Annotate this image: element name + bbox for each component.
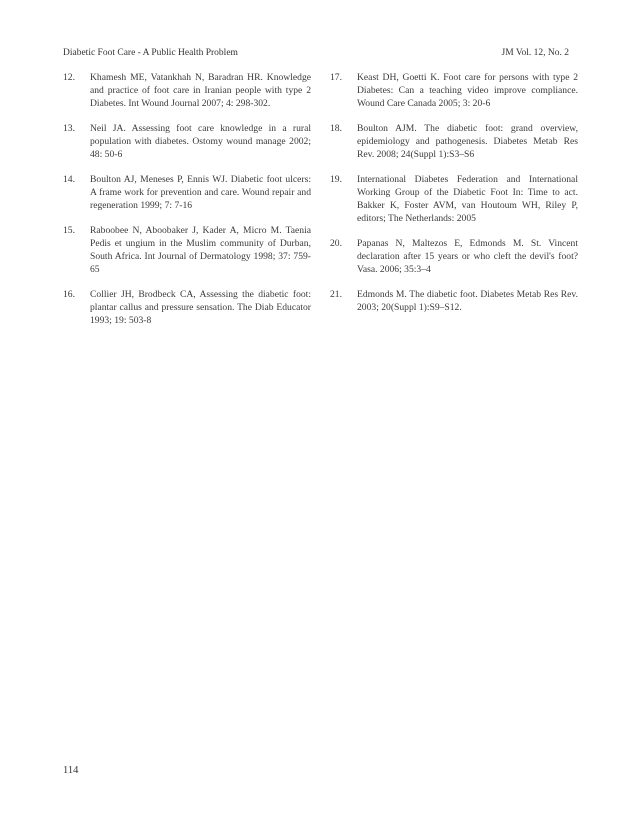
reference-item: [330, 173, 578, 225]
reference-text: Keast DH, Goetti K. Foot care for persons with type 2 Diabetes: Can a teaching video improve compliance. Wound Care Canada 2005; 3: 20-6: [357, 72, 578, 109]
journal-volume-issue: JM Vol. 12, No. 2: [501, 48, 569, 58]
reference-number: 14.: [63, 174, 75, 185]
reference-number: 15.: [63, 225, 75, 236]
reference-item: [63, 288, 311, 327]
reference-number: 21.: [330, 289, 342, 300]
reference-text: Papanas N, Maltezos E, Edmonds M. St. Vincent declaration after 15 years or who cleft the devil's foot? Vasa. 2006; 35:3–4: [357, 238, 578, 275]
reference-text: Collier JH, Brodbeck CA, Assessing the diabetic foot: plantar callus and pressure sensation. The Diab Educator 1993; 19: 503-8: [90, 289, 311, 326]
reference-number: 12.: [63, 72, 75, 83]
page-number: 114: [63, 765, 79, 776]
reference-item: [63, 224, 311, 276]
journal-article-title: Diabetic Foot Care - A Public Health Problem: [63, 48, 238, 58]
reference-text: Khamesh ME, Vatankhah N, Baradran HR. Knowledge and practice of foot care in Iranian people with type 2 Diabetes. Int Wound Journal 2007; 4: 298-302.: [90, 72, 311, 109]
reference-item: [63, 71, 311, 110]
references-left-column: [63, 71, 311, 339]
reference-item: [63, 173, 311, 212]
reference-number: 19.: [330, 174, 342, 185]
running-header: [63, 46, 569, 60]
references-right-column: [330, 71, 578, 326]
reference-text: Edmonds M. The diabetic foot. Diabetes Metab Res Rev. 2003; 20(Suppl 1):S9–S12.: [357, 289, 578, 313]
reference-text: International Diabetes Federation and International Working Group of the Diabetic Foot In: Time to act. Bakker K, Foster AVM, van Houtoum WH, Riley P, editors; The Netherlands: 2005: [357, 174, 578, 224]
reference-item: [330, 288, 578, 314]
reference-item: [330, 237, 578, 276]
reference-item: [63, 122, 311, 161]
reference-text: Boulton AJM. The diabetic foot: grand overview, epidemiology and pathogenesis. Diabetes Metab Res Rev. 2008; 24(Suppl 1):S3–S6: [357, 123, 578, 160]
reference-number: 17.: [330, 72, 342, 83]
reference-text: Raboobee N, Aboobaker J, Kader A, Micro M. Taenia Pedis et ungium in the Muslim community of Durban, South Africa. Int Journal of Dermatology 1998; 37: 759-65: [90, 225, 311, 275]
reference-number: 13.: [63, 123, 75, 134]
reference-text: Neil JA. Assessing foot care knowledge in a rural population with diabetes. Ostomy wound manage 2002; 48: 50-6: [90, 123, 311, 160]
reference-item: [330, 122, 578, 161]
reference-number: 16.: [63, 289, 75, 300]
reference-item: [330, 71, 578, 110]
reference-number: 18.: [330, 123, 342, 134]
reference-number: 20.: [330, 238, 342, 249]
reference-text: Boulton AJ, Meneses P, Ennis WJ. Diabetic foot ulcers: A frame work for prevention and care. Wound repair and regeneration 1999; 7: 7-16: [90, 174, 311, 211]
